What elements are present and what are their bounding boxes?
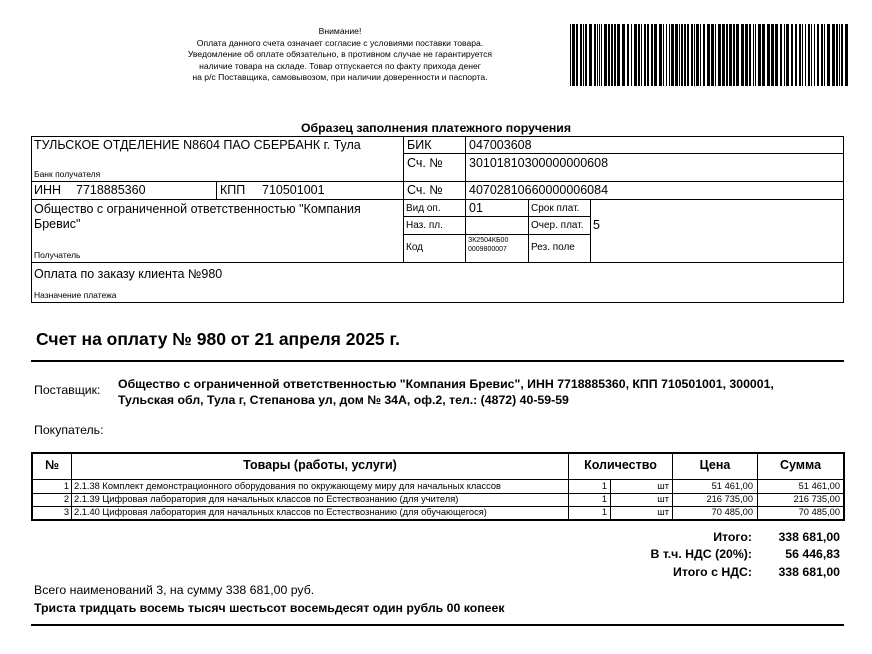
notice-line: на р/с Поставщика, самовывозом, при наличии доверенности и паспорта. bbox=[192, 72, 488, 83]
row-number: 3 bbox=[63, 507, 69, 517]
col-header-number: № bbox=[45, 458, 59, 472]
account-label: Сч. № bbox=[407, 183, 443, 197]
total-vat-value: 338 681,00 bbox=[778, 565, 840, 579]
row-qty: 1 bbox=[601, 481, 607, 491]
srok-label: Срок плат. bbox=[531, 203, 580, 214]
row-number: 1 bbox=[63, 481, 69, 491]
vat-value: 56 446,83 bbox=[785, 547, 840, 561]
row-item-name: 2.1.40 Цифровая лаборатория для начальных классов по Естествознанию (для обучающегося) bbox=[74, 507, 487, 517]
vid-op-label: Вид оп. bbox=[406, 203, 441, 214]
divider bbox=[31, 624, 844, 626]
invoice-title: Счет на оплату № 980 от 21 апреля 2025 г. bbox=[36, 329, 400, 349]
bik-label: БИК bbox=[407, 138, 432, 152]
notice-line: Уведомление об оплате обязательно, в противном случае не гарантируется bbox=[187, 49, 493, 60]
supplier-label: Поставщик: bbox=[34, 383, 101, 397]
payment-purpose: Оплата по заказу клиента №980 bbox=[34, 267, 223, 281]
recipient-caption: Получатель bbox=[34, 250, 81, 260]
vat-label: В т.ч. НДС (20%): bbox=[650, 547, 752, 561]
bank-name: ТУЛЬСКОЕ ОТДЕЛЕНИЕ N8604 ПАО СБЕРБАНК г. Тула bbox=[34, 138, 361, 152]
row-item-name: 2.1.38 Комплект демонстрационного оборудования по окружающему миру для начальных классов bbox=[74, 481, 501, 491]
col-header-qty: Количество bbox=[584, 458, 657, 472]
bank-caption: Банк получателя bbox=[34, 169, 101, 179]
row-qty: 1 bbox=[601, 494, 607, 504]
row-unit: шт bbox=[657, 507, 669, 517]
row-sum: 51 461,00 bbox=[798, 481, 840, 491]
items-count-summary: Всего наименований 3, на сумму 338 681,00 руб. bbox=[34, 583, 315, 597]
col-header-price: Цена bbox=[699, 458, 731, 472]
row-number: 2 bbox=[63, 494, 69, 504]
total-label: Итого: bbox=[713, 530, 752, 544]
inn-value: 7718885360 bbox=[76, 183, 146, 197]
kpp-value: 710501001 bbox=[262, 183, 325, 197]
row-price: 216 735,00 bbox=[706, 494, 753, 504]
total-vat-label: Итого с НДС: bbox=[673, 565, 752, 579]
ocher-label: Очер. плат. bbox=[531, 220, 584, 231]
purpose-caption: Назначение платежа bbox=[34, 290, 117, 300]
col-header-items: Товары (работы, услуги) bbox=[243, 458, 397, 472]
amount-in-words: Триста тридцать восемь тысяч шестьсот восемьдесят один рубль 00 копеек bbox=[34, 601, 505, 615]
bik-value: 047003608 bbox=[469, 138, 532, 152]
barcode-image bbox=[568, 24, 848, 86]
supplier-details: Общество с ограниченной ответственностью "Компания Бревис", ИНН 7718885360, КПП 710501001, 300001, Тульская обл, Тула г, Степанова ул, дом № 34А, оф.2, тел.: (4872) 40-59-59 bbox=[118, 377, 774, 407]
corr-account-label: Сч. № bbox=[407, 156, 443, 170]
payment-notice bbox=[140, 26, 540, 84]
row-sum: 70 485,00 bbox=[798, 507, 840, 517]
divider bbox=[31, 360, 844, 362]
row-unit: шт bbox=[657, 481, 669, 491]
row-unit: шт bbox=[657, 494, 669, 504]
row-qty: 1 bbox=[601, 507, 607, 517]
notice-line: Оплата данного счета означает согласие с условиями поставки товара. bbox=[196, 37, 484, 48]
notice-line: наличие товара на складе. Товар отпускается по факту прихода денег bbox=[199, 60, 481, 71]
notice-heading: Внимание! bbox=[318, 26, 362, 36]
payment-form-title: Образец заполнения платежного поручения bbox=[300, 121, 572, 135]
row-sum: 216 735,00 bbox=[793, 494, 840, 504]
row-price: 51 461,00 bbox=[711, 481, 753, 491]
vid-op-value: 01 bbox=[469, 201, 483, 215]
buyer-label: Покупатель: bbox=[34, 423, 104, 437]
kod-label: Код bbox=[406, 242, 424, 253]
ocher-value: 5 bbox=[593, 218, 600, 232]
total-value: 338 681,00 bbox=[778, 530, 840, 544]
kod-value: ЗК2504КБ00 0009800007 bbox=[468, 237, 509, 253]
rez-label: Рез. поле bbox=[531, 242, 575, 253]
row-price: 70 485,00 bbox=[711, 507, 753, 517]
col-header-sum: Сумма bbox=[779, 458, 822, 472]
inn-label: ИНН bbox=[34, 183, 62, 197]
corr-account-value: 30101810300000000608 bbox=[469, 156, 609, 170]
account-value: 40702810660000006084 bbox=[469, 183, 609, 197]
recipient-name: Общество с ограниченной ответственностью "Компания Бревис" bbox=[34, 202, 361, 231]
naz-pl-label: Наз. пл. bbox=[406, 220, 443, 231]
kpp-label: КПП bbox=[220, 183, 246, 197]
row-item-name: 2.1.39 Цифровая лаборатория для начальных классов по Естествознанию (для учителя) bbox=[74, 494, 459, 504]
